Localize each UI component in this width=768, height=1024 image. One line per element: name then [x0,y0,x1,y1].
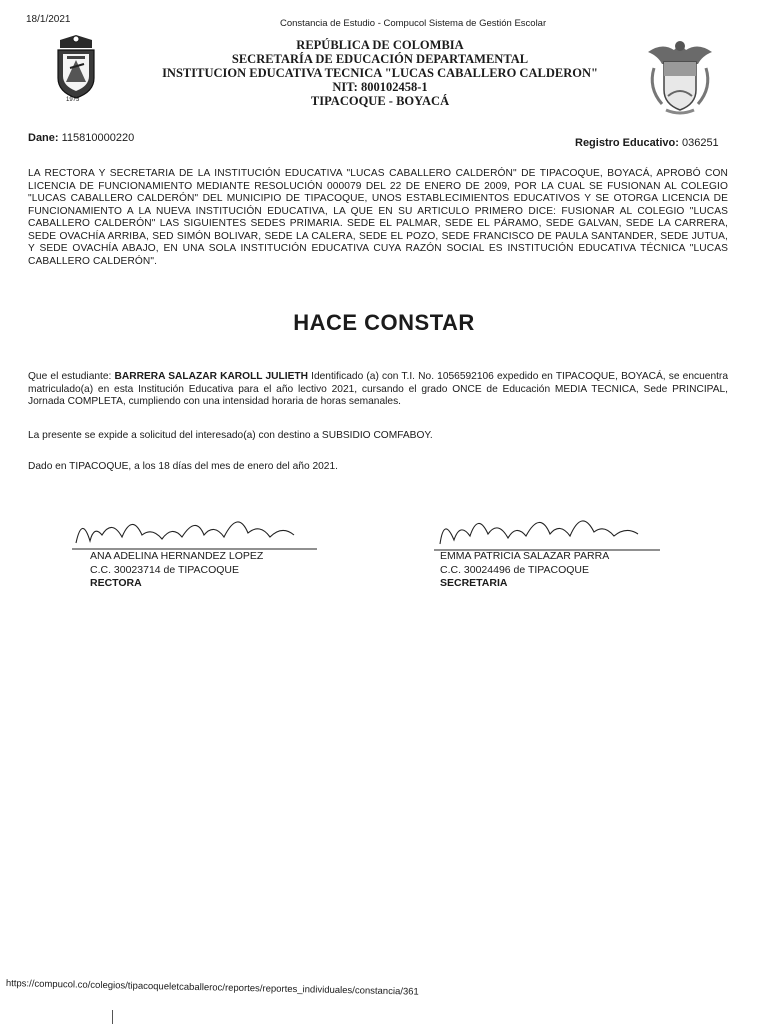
secretaria-name: EMMA PATRICIA SALAZAR PARRA [440,550,610,562]
secretaria-role: SECRETARIA [440,577,508,589]
footer-url: https://compucol.co/colegios/tipacoqueletcaballeroc/reportes/reportes_individuales/constancia/361 [5,978,419,998]
rectora-role: RECTORA [90,577,142,589]
registro-label: Registro Educativo: [575,137,679,149]
seal-year: 1973 [66,97,80,103]
student-paragraph [28,371,728,409]
student-name: BARRERA SALAZAR KAROLL JULIETH [114,371,308,382]
institution-header [130,38,630,108]
coat-of-arms-icon [644,38,716,118]
document-heading: HACE CONSTAR [293,310,475,335]
registro-value: 036251 [681,137,719,149]
purpose-paragraph: La presente se expide a solicitud del interesado(a) con destino a SUBSIDIO COMFABOY. [28,430,433,441]
header-line-nit: NIT: 800102458-1 [332,80,428,94]
rectora-name: ANA ADELINA HERNANDEZ LOPEZ [90,550,264,562]
intro-paragraph: LA RECTORA Y SECRETARIA DE LA INSTITUCIÓN EDUCATIVA "LUCAS CABALLERO CALDERÓN" DE TIPACOQUE, BOYACÁ, APROBÓ CON LICENCIA DE FUNCIONAMIENTO MEDIANTE RESOLUCIÓN 000079 DEL 22 DE ENERO DE 2009, POR LA CUAL SE FUSIONAN AL COLEGIO "LUCAS CABALLERO CALDERÓN" DEL MUNICIPIO DE TIPACOQUE, UNOS ESTABLECIMIENTOS EDUCATIVOS Y SE OTORGA LICENCIA DE FUNCIONAMIENTO A LA NUEVA INSTITUCIÓN EDUCATIVA, LA QUE EN SU ARTICULO PRIMERO DICE: FUSIONAR AL COLEGIO "LUCAS CABALLERO CALDERÓN" LAS SIGUIENTES SEDES PRIMARIA. SEDE EL PALMAR, SEDE EL PÁRAMO, SEDE GALVAN, SEDE LA CARRERA, SEDE OVACHÍA ARRIBA, SED SIMÓN BOLIVAR, SEDE LA CALERA, SEDE EL POZO, SEDE FRANCISCO DE PAULA SANTANDER, SEDE JUTUA, Y SEDE OVACHÍA ABAJO, EN UNA SOLA INSTITUCIÓN EDUCATIVA CUYA RAZÓN SOCIAL ES INSTITUCIÓN EDUCATIVA TÉCNICA "LUCAS CABALLERO CALDERÓN". [28,168,728,267]
secretaria-signature [432,502,672,556]
header-line-location: TIPACOQUE - BOYACÁ [310,94,450,108]
dane-code [28,132,134,144]
scan-edge-mark [112,1010,113,1024]
rectora-signature-block [90,550,263,591]
dane-value: 115810000220 [61,132,135,144]
print-date: 18/1/2021 [26,14,71,25]
header-line-secretaria: SECRETARÍA DE EDUCACIÓN DEPARTAMENTAL [231,52,529,66]
secretaria-id: C.C. 30024496 de TIPACOQUE [440,563,590,576]
print-title: Constancia de Estudio - Compucol Sistema de Gestión Escolar [280,18,547,29]
header-line-institution: INSTITUCION EDUCATIVA TECNICA "LUCAS CABALLERO CALDERON" [162,66,598,80]
student-details: Identificado (a) con T.I. No. 1056592106 expedido en TIPACOQUE, BOYACÁ, se encuentra matriculado(a) en esta Institución Educativa para el año lectivo 2021, cursando el grado ONCE de Educación MEDIA TECNICA, Sede PRINCIPAL, Jornada COMPLETA, cumpliendo con una intensidad horaria de horas semanales. [28,371,728,407]
registro-educativo [575,137,719,149]
secretaria-signature-block [440,550,609,591]
student-prefix: Que el estudiante: [28,371,115,382]
issued-paragraph: Dado en TIPACOQUE, a los 18 días del mes de enero del año 2021. [28,461,338,472]
rectora-signature [72,505,322,555]
header-line-country: REPÚBLICA DE COLOMBIA [296,38,464,52]
dane-label: Dane: [28,132,59,144]
rectora-id: C.C. 30023714 de TIPACOQUE [90,563,240,576]
school-seal-icon [54,34,98,106]
